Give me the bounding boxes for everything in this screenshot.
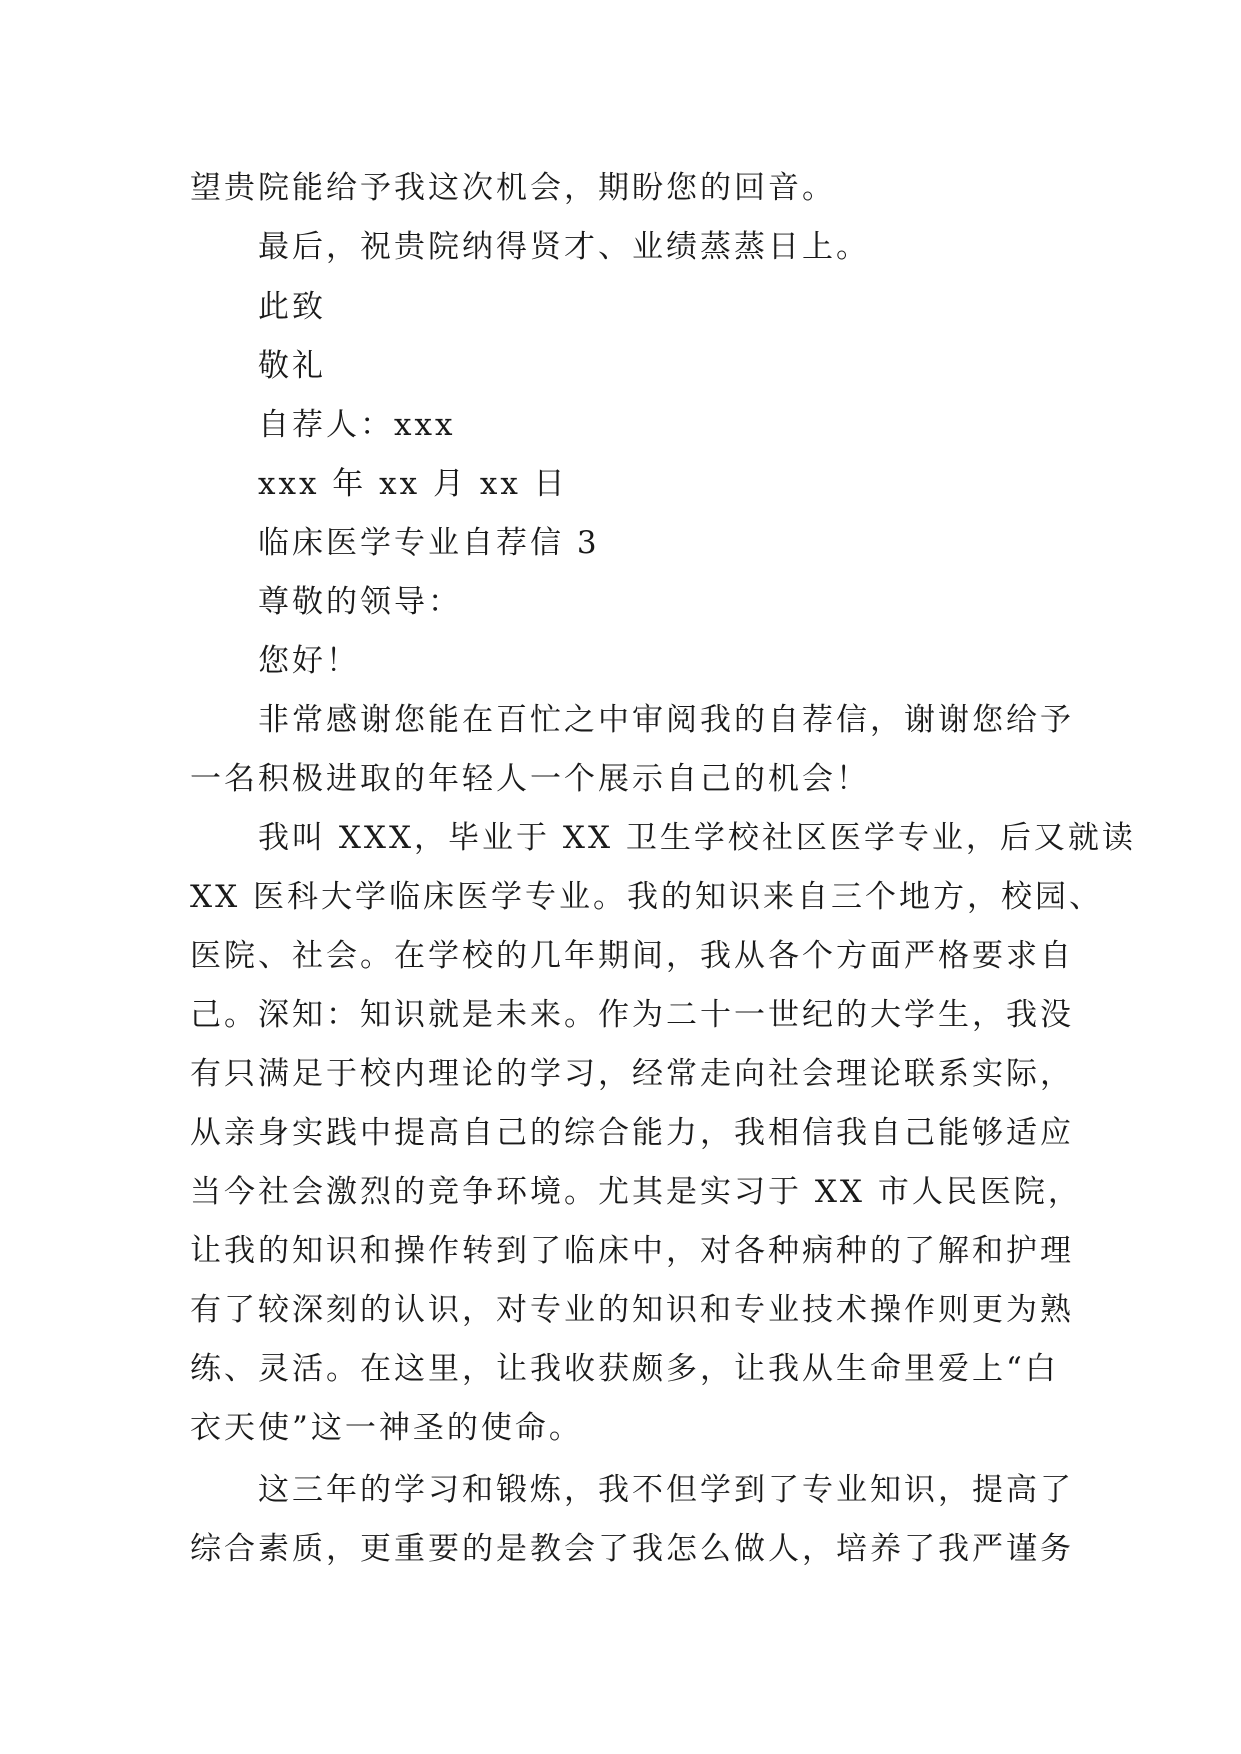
text-line: 练、灵活。在这里，让我收获颇多，让我从生命里爱上“白 (190, 1351, 1059, 1387)
text-line: 己。深知：知识就是未来。作为二十一世纪的大学生，我没 (190, 997, 1074, 1033)
text-line: 当今社会激烈的竞争环境。尤其是实习于 XX 市人民医院， (190, 1174, 1082, 1210)
text-line: 临床医学专业自荐信 3 (258, 525, 600, 561)
text-line: 有只满足于校内理论的学习，经常走向社会理论联系实际， (190, 1056, 1074, 1092)
text-line: 从亲身实践中提高自己的综合能力，我相信我自己能够适应 (190, 1115, 1074, 1151)
text-line: 尊敬的领导： (258, 584, 462, 620)
text-line: xxx 年 xx 月 xx 日 (258, 466, 568, 502)
text-line: 此致 (258, 289, 326, 325)
text-line: 综合素质，更重要的是教会了我怎么做人，培养了我严谨务 (190, 1531, 1074, 1567)
text-line: 最后，祝贵院纳得贤才、业绩蒸蒸日上。 (258, 229, 870, 265)
text-line: 望贵院能给予我这次机会，期盼您的回音。 (190, 170, 836, 206)
text-line: XX 医科大学临床医学专业。我的知识来自三个地方，校园、 (190, 879, 1103, 915)
text-line: 自荐人：xxx (258, 407, 456, 443)
text-line: 衣天使”这一神圣的使命。 (190, 1410, 583, 1446)
text-line: 这三年的学习和锻炼，我不但学到了专业知识，提高了 (258, 1472, 1074, 1508)
text-line: 医院、社会。在学校的几年期间，我从各个方面严格要求自 (190, 938, 1074, 974)
text-line: 有了较深刻的认识，对专业的知识和专业技术操作则更为熟 (190, 1292, 1074, 1328)
text-line: 敬礼 (258, 348, 326, 384)
text-line: 让我的知识和操作转到了临床中，对各种病种的了解和护理 (190, 1233, 1074, 1269)
text-line: 一名积极进取的年轻人一个展示自己的机会！ (190, 761, 870, 797)
text-line: 我叫 XXX，毕业于 XX 卫生学校社区医学专业，后又就读 (258, 820, 1136, 856)
text-line: 您好！ (258, 643, 360, 679)
text-line: 非常感谢您能在百忙之中审阅我的自荐信，谢谢您给予 (258, 702, 1074, 738)
